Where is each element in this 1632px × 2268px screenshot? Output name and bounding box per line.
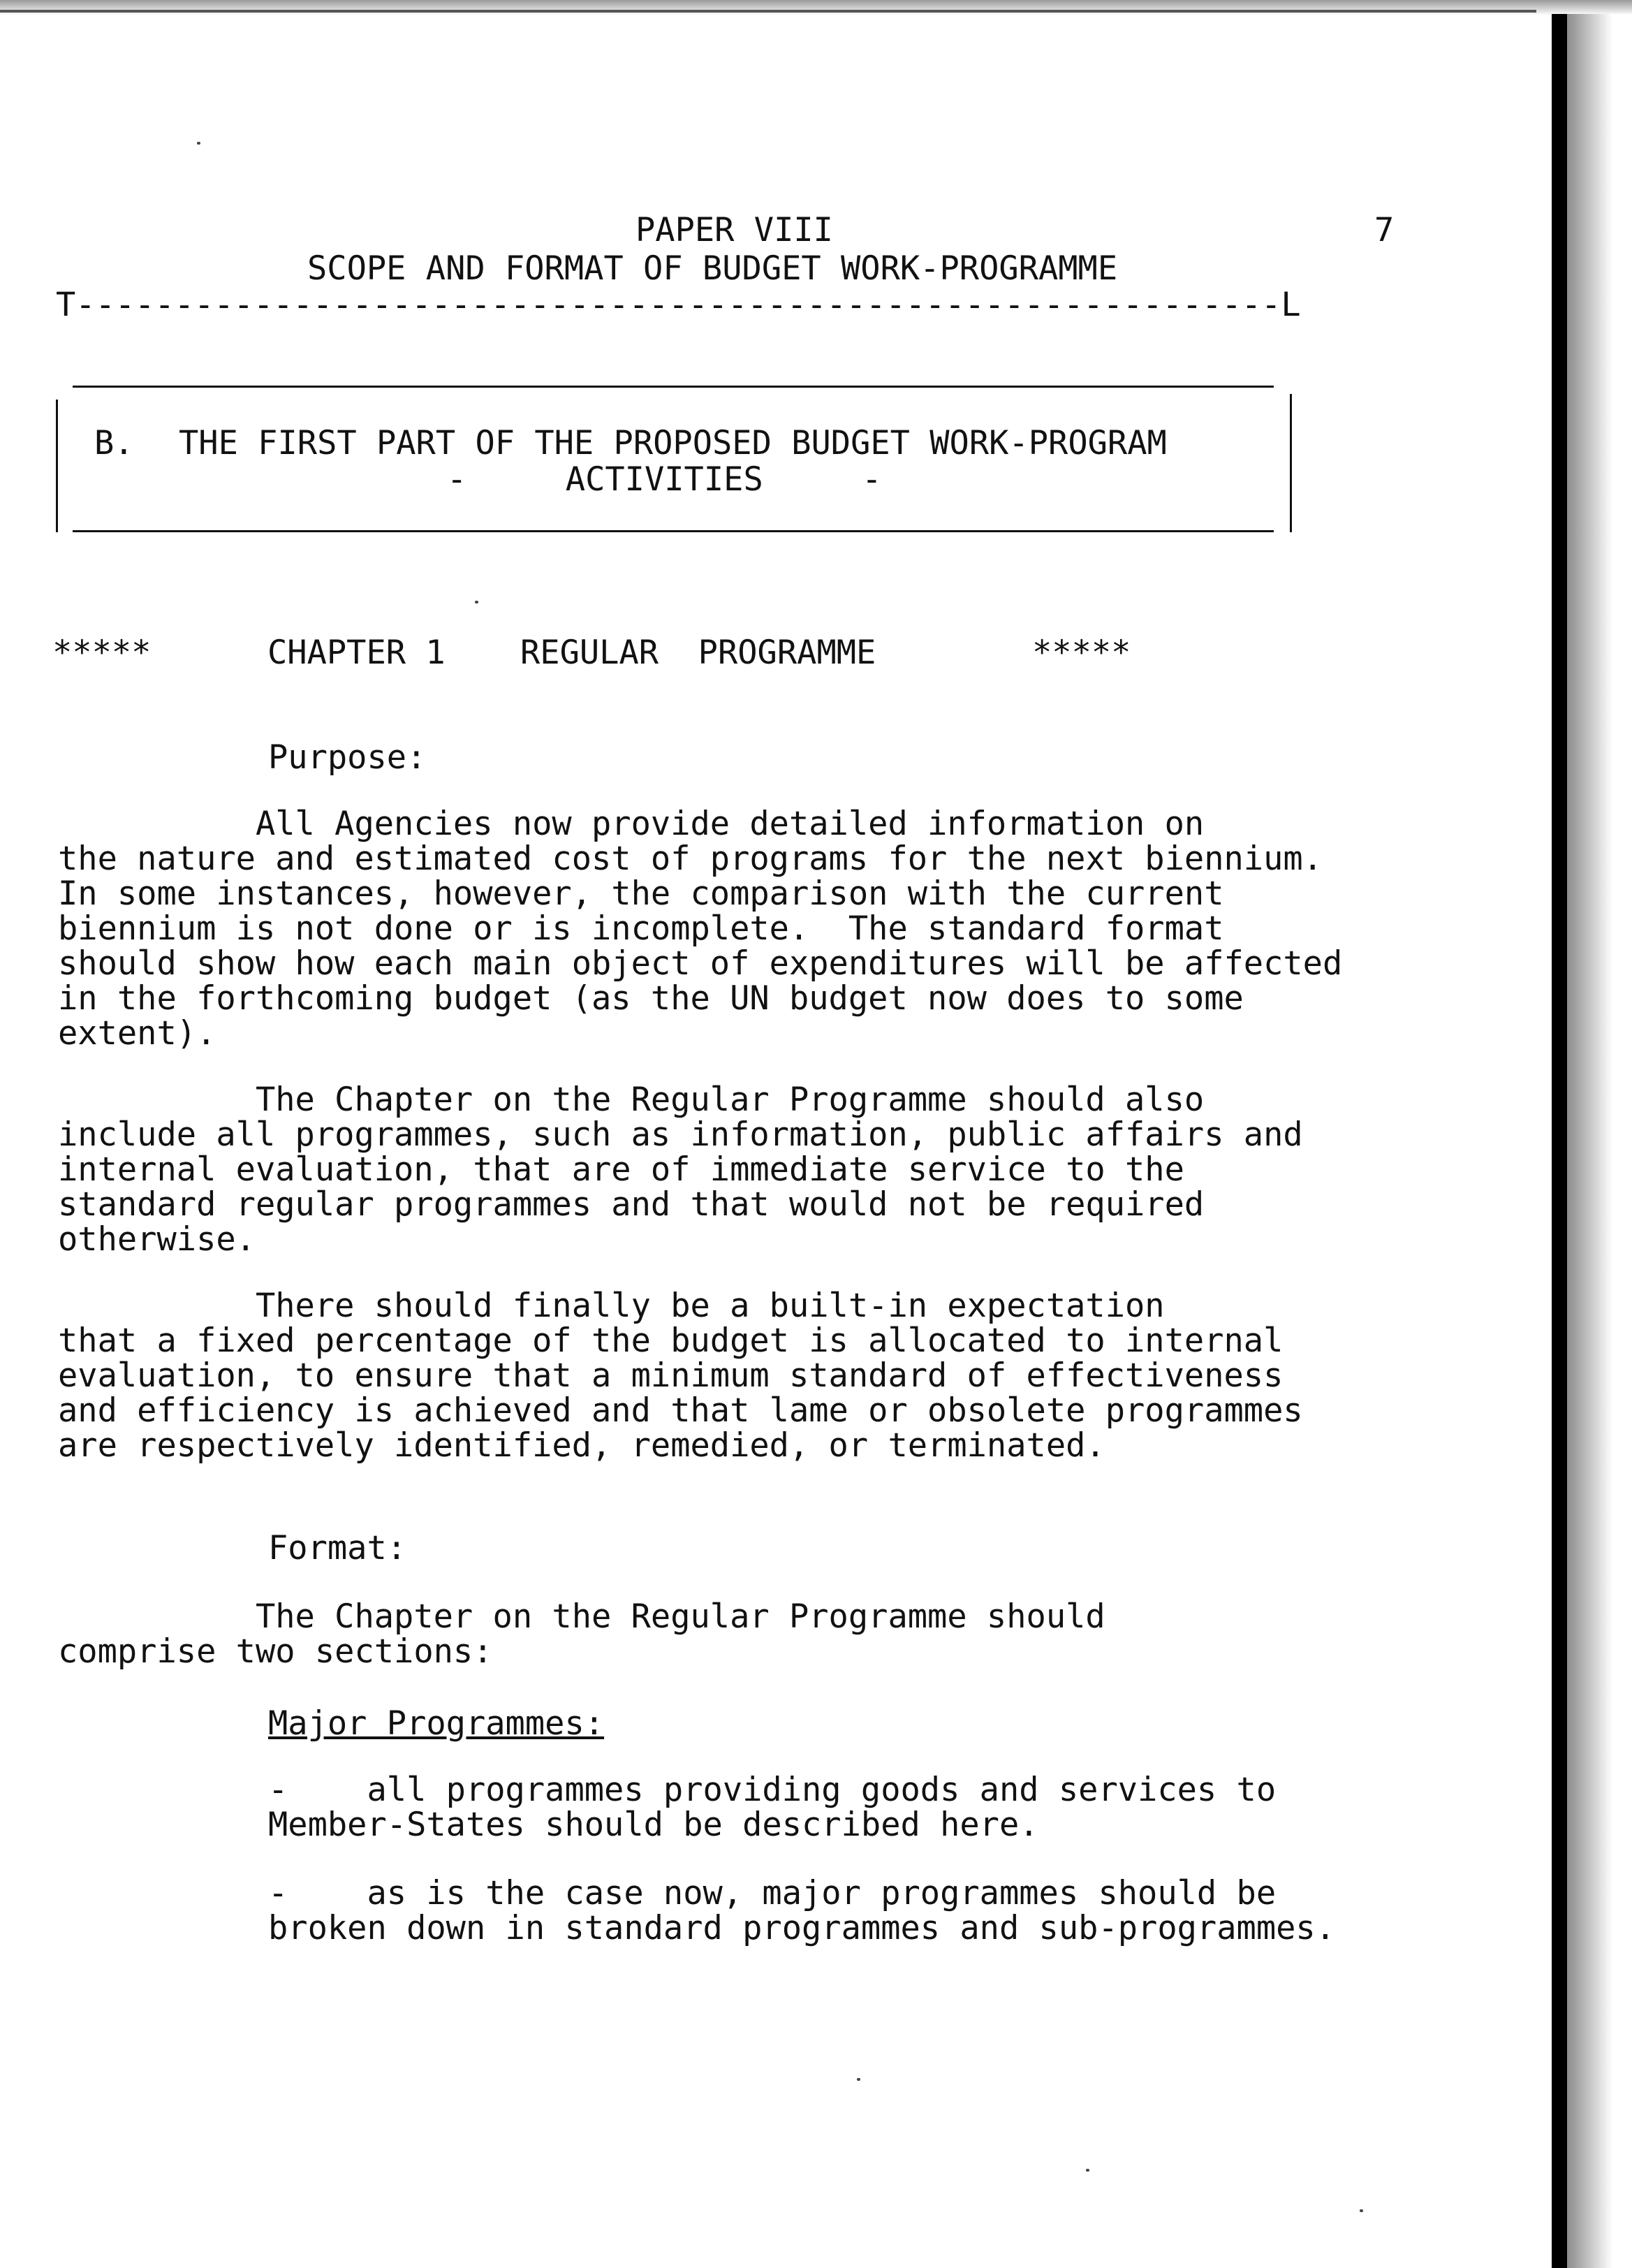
box-border-right (1290, 394, 1292, 532)
section-letter: B. (94, 424, 134, 462)
page-number: 7 (1374, 211, 1395, 249)
purpose-paragraph-1: All Agencies now provide detailed information on the nature and estimated cost of programs for the next biennium. In some instances, however, the comparison with the current biennium is not done or is incomplete. The standard format should show how each main object of expenditures will be affected in the forthcoming budget (as the UN budget now does to some extent). (58, 805, 1343, 1053)
chapter-stars-right: ***** (1032, 634, 1131, 672)
format-intro: The Chapter on the Regular Programme should comprise two sections: (58, 1597, 1105, 1671)
box-border-left (56, 400, 58, 532)
box-border-top (73, 386, 1274, 388)
format-heading: Format: (268, 1529, 407, 1567)
paper-title: PAPER VIII (635, 211, 833, 249)
page-top-line (0, 10, 1536, 13)
scan-speck (197, 142, 200, 145)
major-programmes-heading: Major Programmes: (268, 1704, 605, 1743)
page-top-edge (0, 0, 1632, 15)
section-title-line1: THE FIRST PART OF THE PROPOSED BUDGET WORK-PROGRAM (179, 424, 1167, 462)
page-edge-shadow (1567, 14, 1632, 2268)
purpose-paragraph-2: The Chapter on the Regular Programme should also include all programmes, such as information, public affairs and internal evaluation, that are of immediate service to the standard regular programmes and that would not be required otherwise. (58, 1081, 1303, 1259)
paper-subtitle: SCOPE AND FORMAT OF BUDGET WORK-PROGRAMME (307, 249, 1118, 288)
chapter-stars-left: ***** (52, 634, 152, 672)
scan-speck (857, 2078, 860, 2081)
box-border-bottom (73, 530, 1274, 532)
chapter-title: REGULAR PROGRAMME (520, 634, 876, 672)
purpose-heading: Purpose: (268, 738, 427, 777)
header-rule: T-------------------------------------------------------------L (56, 286, 1301, 324)
scan-speck (475, 601, 478, 603)
page-binding-edge (1552, 14, 1567, 2268)
section-title-line2: - ACTIVITIES - (447, 460, 882, 499)
bullet-item: - as is the case now, major programmes should be broken down in standard programmes and sub-programmes. (268, 1874, 1336, 1947)
scan-speck (1086, 2169, 1089, 2172)
scan-speck (1360, 2209, 1363, 2212)
purpose-paragraph-3: There should finally be a built-in expectation that a fixed percentage of the budget is allocated to internal evaluation, to ensure that a minimum standard of effectiveness and efficiency is achieved and that lame or obsolete programmes are respectively identified, remedied, or terminated. (58, 1287, 1303, 1465)
chapter-number: CHAPTER 1 (267, 634, 446, 672)
bullet-item: - all programmes providing goods and services to Member-States should be described here. (268, 1771, 1277, 1844)
